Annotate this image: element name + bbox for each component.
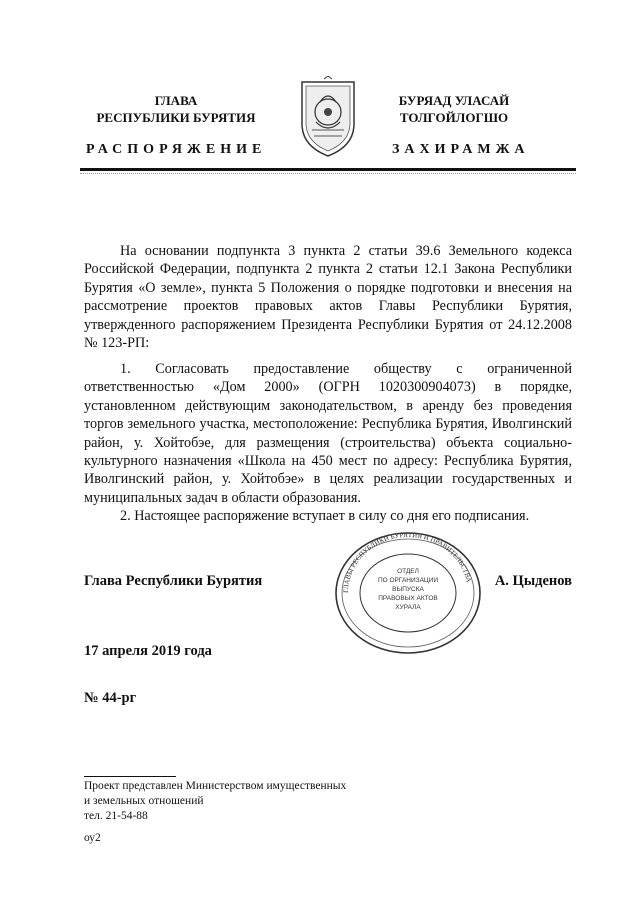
paragraph-preamble: На основании подпункта 3 пункта 2 статьи 39.6 Земельного кодекса Российской Федерации, подпункта 2 пункта 2 статьи 12.1 Закона Республики Бурятия «О земле», пункта 5 Положения о порядке подготовки и внесения на рассмотрение проектов правовых актов Главы Республики Бурятия, утвержденного распоряжением Президента Республики Бурятия от 24.12.2008 № 123-РП:: [84, 243, 572, 352]
header-left: [78, 92, 274, 126]
header-rule: [80, 168, 576, 171]
footer-note: [84, 779, 346, 824]
paragraph-item-1: 1. Согласовать предоставление обществу с ограниченной ответственностью «Дом 2000» (ОГРН 1020300904073) в порядке, установленном действующим законодательством, в аренду без проведения торгов земельного участка, местоположение: Республика Бурятия, Иволгинский район, у. Хойтобэе, для размещения (строительства) объекта социально-культурного назначения «Школа на 450 мест по адресу: Республика Бурятия, Иволгинский район, у. Хойтобэе» в целях реализации государственных и муниципальных задач в области образования.: [84, 361, 572, 506]
footer-rule: [84, 776, 176, 777]
document-type-ru: РАСПОРЯЖЕНИЕ: [86, 142, 267, 157]
header-right-line1: БУРЯАД УЛАСАЙ: [398, 93, 510, 108]
signatory-name: А. Цыденов: [494, 573, 572, 589]
footer-code: оу2: [84, 832, 101, 844]
document-type-bua: ЗАХИРАМЖА: [392, 142, 530, 157]
stamp-line1: ОТДЕЛ: [397, 568, 419, 575]
header-left-line1: ГЛАВА: [154, 93, 198, 108]
paragraph-item-2: 2. Настоящее распоряжение вступает в силу со дня его подписания.: [120, 508, 530, 524]
stamp-ring-text: ГЛАВЫ РЕСПУБЛИКИ БУРЯТИЯ И ПРАВИТЕЛЬСТВА: [341, 531, 473, 594]
header-left-line2: РЕСПУБЛИКИ БУРЯТИЯ: [96, 110, 256, 125]
signatory-position: Глава Республики Бурятия: [84, 573, 263, 589]
stamp-line5: ХУРАЛА: [395, 604, 421, 611]
footer-line1: Проект представлен Министерством имущественных: [84, 780, 347, 792]
document-number: № 44-рг: [84, 690, 137, 706]
stamp-line3: ВЫПУСКА: [392, 586, 424, 593]
header-right: [366, 92, 542, 126]
official-stamp-icon: [333, 531, 483, 655]
footer-phone: тел. 21-54-88: [84, 810, 148, 822]
header-dotted-rule: [80, 173, 576, 174]
header-right-line2: ТОЛГОЙЛОГШО: [399, 110, 509, 125]
footer-line2: и земельных отношений: [84, 795, 204, 807]
stamp-line2: ПО ОРГАНИЗАЦИИ: [377, 577, 439, 584]
stamp-line4: ПРАВОВЫХ АКТОВ: [378, 595, 438, 602]
document-date: 17 апреля 2019 года: [84, 643, 212, 659]
coat-of-arms-icon: [296, 76, 360, 158]
